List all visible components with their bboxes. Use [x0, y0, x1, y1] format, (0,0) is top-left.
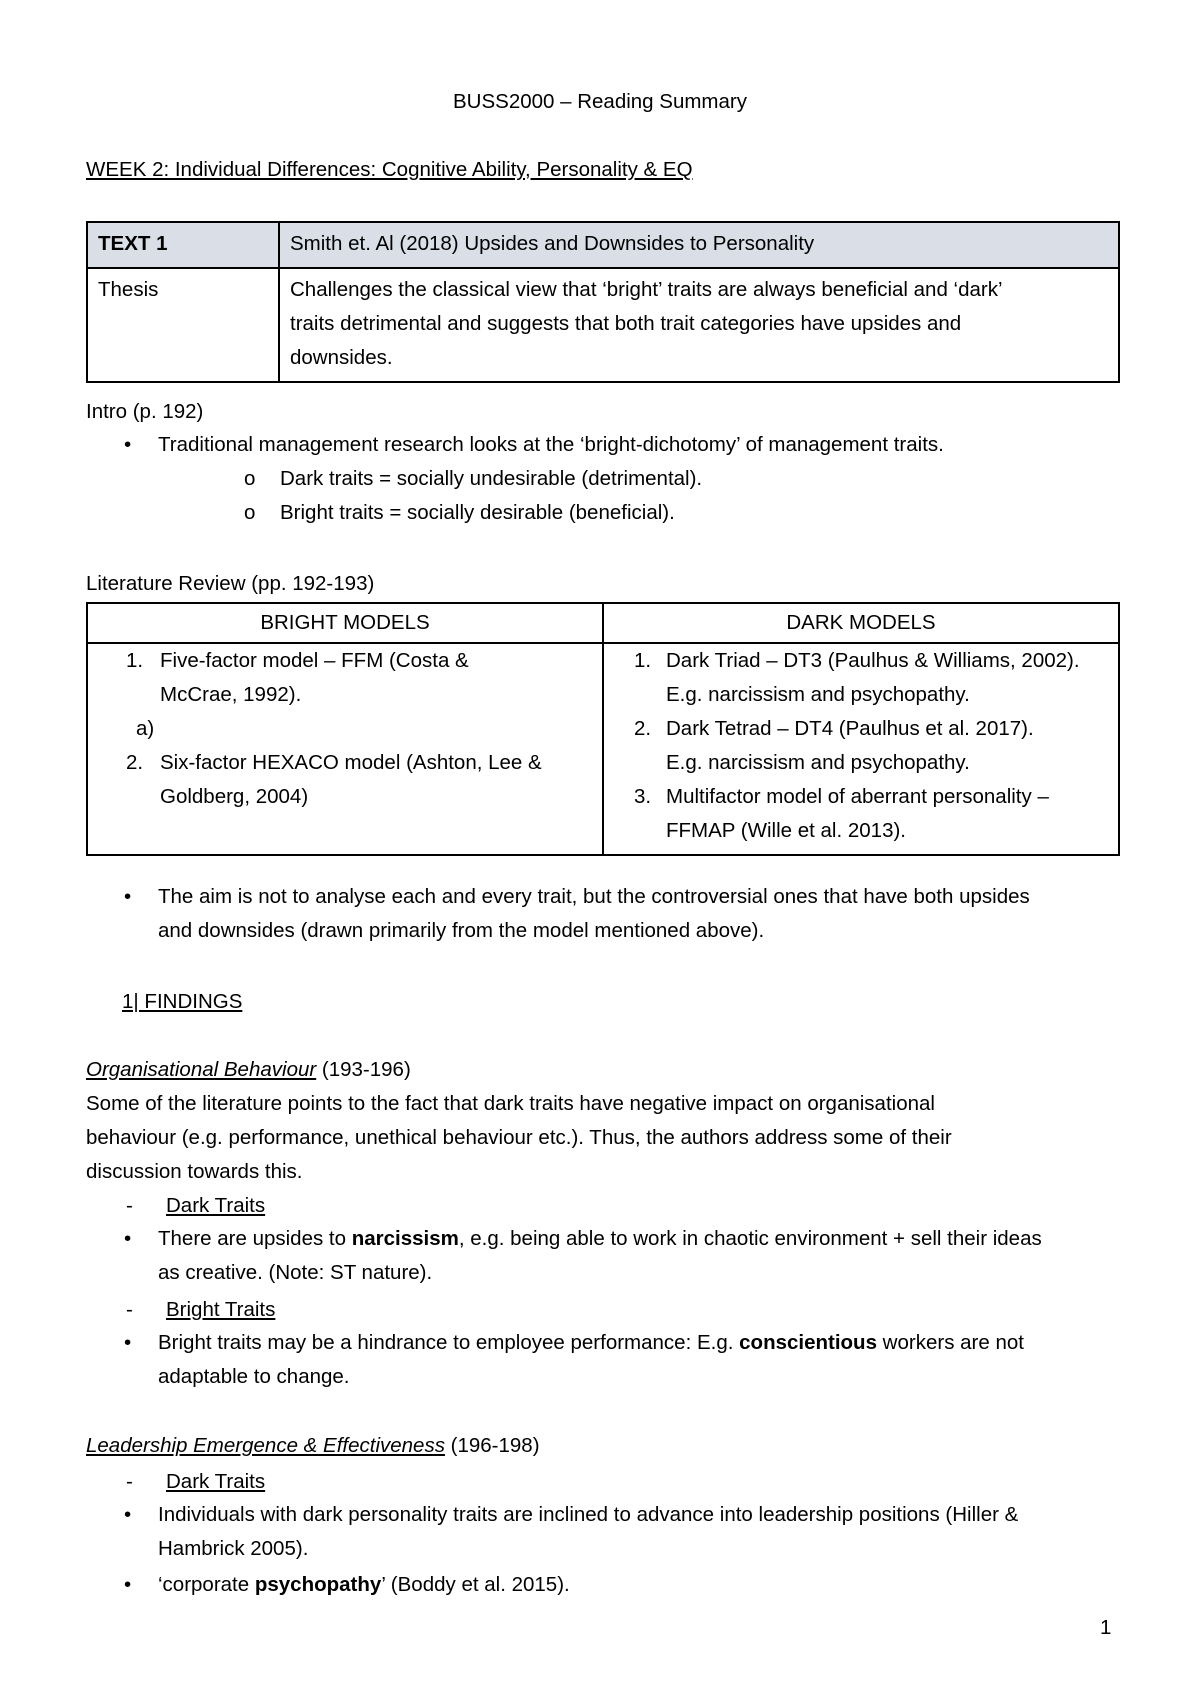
table-row [87, 603, 1119, 643]
bright-models-cell [87, 643, 603, 855]
item-line: E.g. narcissism and psychopathy. [666, 751, 970, 774]
table-row [87, 643, 1119, 855]
bright-models-header: BRIGHT MODELS [87, 603, 603, 643]
thesis-line: traits detrimental and suggests that both trait categories have upsides and [290, 312, 962, 335]
text-heading: Smith et. Al (2018) Upsides and Downsides to Personality [279, 222, 1119, 268]
item-number: 3. [634, 785, 652, 808]
section-pages: (196-198) [444, 1434, 540, 1457]
paragraph-line: Some of the literature points to the fact that dark traits have negative impact on organisational [86, 1092, 935, 1115]
item-number: 2. [634, 717, 652, 740]
thesis-line: downsides. [290, 346, 393, 369]
paragraph-line: discussion towards this. [86, 1160, 303, 1183]
circle-bullet-icon: o [244, 467, 256, 490]
bullet-text: Hambrick 2005). [158, 1537, 309, 1560]
section-title: Organisational Behaviour [86, 1058, 317, 1081]
dash-icon: - [126, 1298, 133, 1321]
bullet-text: adaptable to change. [158, 1365, 350, 1388]
bullet-text: Individuals with dark personality traits are inclined to advance into leadership positions (Hiller & [158, 1503, 1019, 1526]
page-number: 1 [1100, 1616, 1112, 1639]
list-item [98, 644, 592, 712]
item-number: 2. [126, 751, 144, 774]
dash-icon: - [126, 1470, 133, 1493]
item-number: a) [136, 717, 155, 740]
item-line: E.g. narcissism and psychopathy. [666, 683, 970, 706]
section-pages: (193-196) [316, 1058, 411, 1081]
week-heading: WEEK 2: Individual Differences: Cognitive Ability, Personality & EQ [86, 158, 693, 181]
bullet-text: Traditional management research looks at the ‘bright-dichotomy’ of management traits. [158, 433, 944, 456]
text-label: TEXT 1 [87, 222, 279, 268]
item-line: FFMAP (Wille et al. 2013). [666, 819, 906, 842]
bullet-icon: • [124, 885, 132, 908]
dark-traits-label: Dark Traits [166, 1194, 266, 1217]
document-title: BUSS2000 – Reading Summary [453, 90, 747, 113]
org-behaviour-heading [86, 1060, 411, 1081]
item-line: Six-factor HEXACO model (Ashton, Lee & [160, 751, 542, 774]
dark-models-cell [603, 643, 1119, 855]
bullet-text: Bright traits may be a hindrance to employee performance: E.g. conscientious workers are not [158, 1331, 1024, 1354]
item-line: Dark Tetrad – DT4 (Paulhus et al. 2017). [666, 717, 1034, 740]
section-title: Leadership Emergence & Effectiveness [86, 1434, 445, 1457]
leadership-heading [86, 1436, 540, 1457]
bullet-icon: • [124, 433, 132, 456]
item-number: 1. [126, 649, 144, 672]
bullet-icon: • [124, 1331, 132, 1354]
dash-icon: - [126, 1194, 133, 1217]
intro-heading: Intro (p. 192) [86, 400, 204, 423]
bullet-text: The aim is not to analyse each and every trait, but the controversial ones that have both upsides [158, 885, 1030, 908]
findings-heading: 1| FINDINGS [122, 990, 243, 1013]
list-item [98, 746, 592, 814]
list-item [614, 780, 1108, 848]
dark-models-header: DARK MODELS [603, 603, 1119, 643]
table-row [87, 222, 1119, 268]
models-table [86, 602, 1120, 856]
bullet-icon: • [124, 1227, 132, 1250]
bullet-text: Dark traits = socially undesirable (detrimental). [280, 467, 703, 490]
bullet-icon: • [124, 1573, 132, 1596]
thesis-line: Challenges the classical view that ‘bright’ traits are always beneficial and ‘dark’ [290, 278, 1003, 301]
list-item [614, 644, 1108, 712]
item-line: Goldberg, 2004) [160, 785, 309, 808]
list-item [98, 712, 592, 746]
thesis-cell [279, 268, 1119, 382]
thesis-label: Thesis [87, 268, 279, 382]
bullet-text: Bright traits = socially desirable (beneficial). [280, 501, 675, 524]
item-line: McCrae, 1992). [160, 683, 302, 706]
bullet-icon: • [124, 1503, 132, 1526]
bullet-text: and downsides (drawn primarily from the model mentioned above). [158, 919, 765, 942]
table-row [87, 268, 1119, 382]
list-item [614, 712, 1108, 780]
circle-bullet-icon: o [244, 501, 256, 524]
bullet-text: There are upsides to narcissism, e.g. being able to work in chaotic environment + sell their ideas [158, 1227, 1042, 1250]
bright-traits-label: Bright Traits [166, 1298, 276, 1321]
paragraph-line: behaviour (e.g. performance, unethical behaviour etc.). Thus, the authors address some of their [86, 1126, 952, 1149]
literature-heading: Literature Review (pp. 192-193) [86, 572, 375, 595]
bullet-text: as creative. (Note: ST nature). [158, 1261, 433, 1284]
item-line: Multifactor model of aberrant personality – [666, 785, 1049, 808]
item-line: Five-factor model – FFM (Costa & [160, 649, 469, 672]
item-line: Dark Triad – DT3 (Paulhus & Williams, 2002). [666, 649, 1080, 672]
bullet-text: ‘corporate psychopathy’ (Boddy et al. 2015). [158, 1573, 570, 1596]
text-summary-table [86, 221, 1120, 383]
item-number: 1. [634, 649, 652, 672]
dark-traits-label: Dark Traits [166, 1470, 266, 1493]
